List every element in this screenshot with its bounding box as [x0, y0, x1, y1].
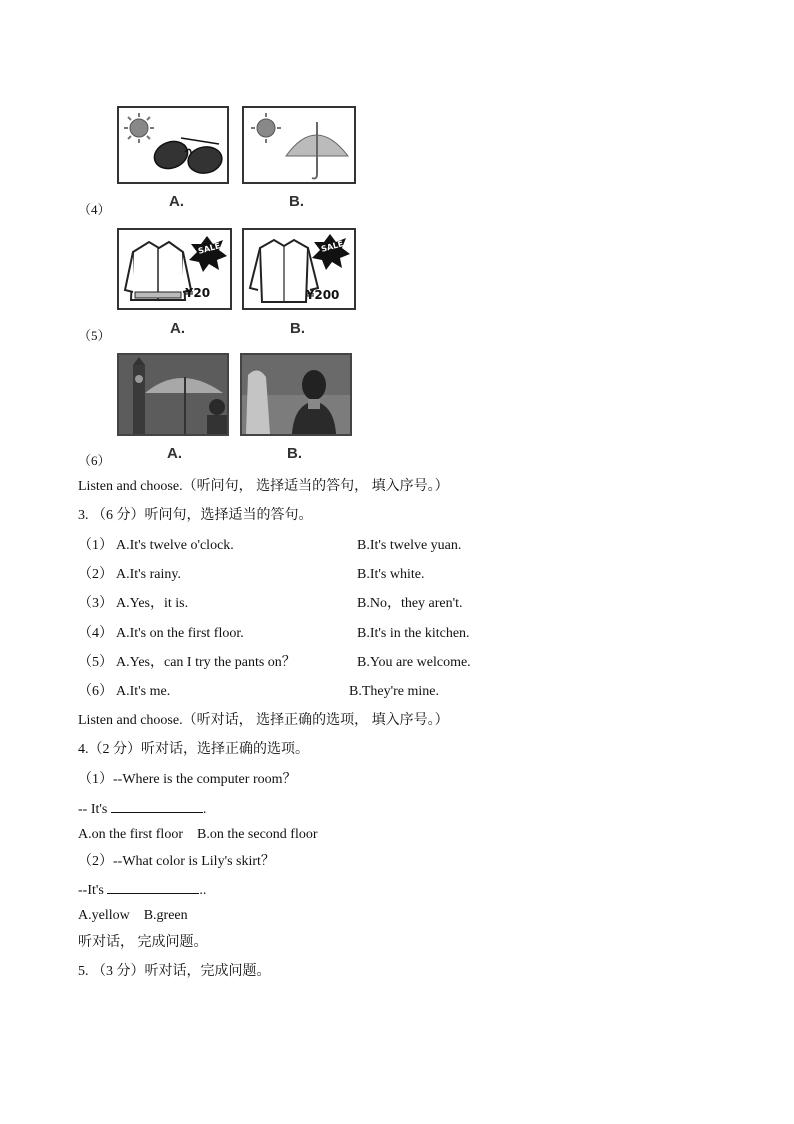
- umbrella-icon: [244, 108, 354, 182]
- price-5a: ¥20: [185, 286, 211, 300]
- question-4-header: 4.（2 分）听对话，选择正确的选项。: [78, 742, 309, 757]
- question-5-header: 5. （3 分）听对话，完成问题。: [78, 964, 271, 979]
- picture-option-6b: [240, 353, 352, 436]
- q3-item-2-option-a: A.It's rainy.: [116, 567, 181, 582]
- q3-item-3-number: （3）: [78, 596, 113, 611]
- q4-item-2-answer-blank[interactable]: [107, 881, 199, 894]
- singapore-photo-icon: [242, 355, 350, 434]
- picture-option-4a: [117, 106, 229, 184]
- q4-item-2-answer-prefix: --It's: [78, 883, 104, 898]
- question-number-5: （5）: [78, 328, 111, 343]
- q3-item-3-option-a: A.Yes，it is.: [116, 596, 189, 611]
- question-3-header: 3. （6 分）听问句，选择适当的答句。: [78, 508, 313, 523]
- option-label-4a: A.: [169, 193, 184, 210]
- section-instruction-listen-dialogues: Listen and choose.（听对话， 选择正确的选项， 填入序号。）: [78, 713, 449, 728]
- q4-item-2-options: A.yellow B.green: [78, 908, 188, 923]
- q3-item-5-number: （5）: [78, 655, 113, 670]
- sale-tag-5a: SALE: [197, 241, 222, 256]
- q4-item-2-answer-line: [78, 881, 206, 900]
- option-label-4b: B.: [289, 193, 304, 210]
- q3-item-1-option-b: B.It's twelve yuan.: [357, 538, 462, 553]
- q3-item-6-option-a: A.It's me.: [116, 684, 171, 699]
- q4-item-1-answer-blank[interactable]: [111, 800, 203, 813]
- price-5b: ¥200: [306, 288, 340, 302]
- picture-option-5b: [242, 228, 356, 310]
- q4-item-2-question: （2）--What color is Lily's skirt？: [78, 854, 275, 869]
- q4-item-1-question: （1）--Where is the computer room？: [78, 772, 297, 787]
- q4-item-2-answer-suffix: ..: [199, 883, 207, 898]
- q3-item-5-option-b: B.You are welcome.: [357, 655, 471, 670]
- q4-item-1-options: A.on the first floor B.on the second floor: [78, 827, 318, 842]
- option-label-6b: B.: [287, 445, 302, 462]
- question-number-6: （6）: [78, 453, 111, 468]
- q3-item-1-number: （1）: [78, 538, 113, 553]
- option-label-6a: A.: [167, 445, 182, 462]
- q4-item-1-answer-suffix: .: [202, 802, 207, 817]
- sale-tag-5b: SALE: [320, 239, 345, 254]
- q4-item-1-answer-prefix: -- It's: [78, 802, 108, 817]
- q3-item-5-option-a: A.Yes，can I try the pants on？: [116, 655, 296, 670]
- option-label-5b: B.: [290, 320, 305, 337]
- q3-item-4-option-b: B.It's in the kitchen.: [357, 626, 470, 641]
- q4-item-1-answer-line: [78, 800, 206, 819]
- picture-option-4b: [242, 106, 356, 184]
- q3-item-3-option-b: B.No，they aren't.: [357, 596, 463, 611]
- sunglasses-icon: [119, 108, 227, 182]
- q3-item-2-number: （2）: [78, 567, 113, 582]
- q3-item-4-number: （4）: [78, 626, 113, 641]
- section-instruction-complete: 听对话， 完成问题。: [78, 935, 208, 950]
- q3-item-2-option-b: B.It's white.: [357, 567, 425, 582]
- picture-option-5a: [117, 228, 232, 310]
- section-instruction-listen-questions: Listen and choose.（听问句， 选择适当的答句， 填入序号。）: [78, 479, 449, 494]
- q3-item-4-option-a: A.It's on the first floor.: [116, 626, 244, 641]
- picture-option-6a: [117, 353, 229, 436]
- question-number-4: （4）: [78, 202, 111, 217]
- q3-item-6-option-b: B.They're mine.: [349, 684, 439, 699]
- option-label-5a: A.: [170, 320, 185, 337]
- london-photo-icon: [119, 355, 227, 434]
- q3-item-1-option-a: A.It's twelve o'clock.: [116, 538, 234, 553]
- q3-item-6-number: （6）: [78, 684, 113, 699]
